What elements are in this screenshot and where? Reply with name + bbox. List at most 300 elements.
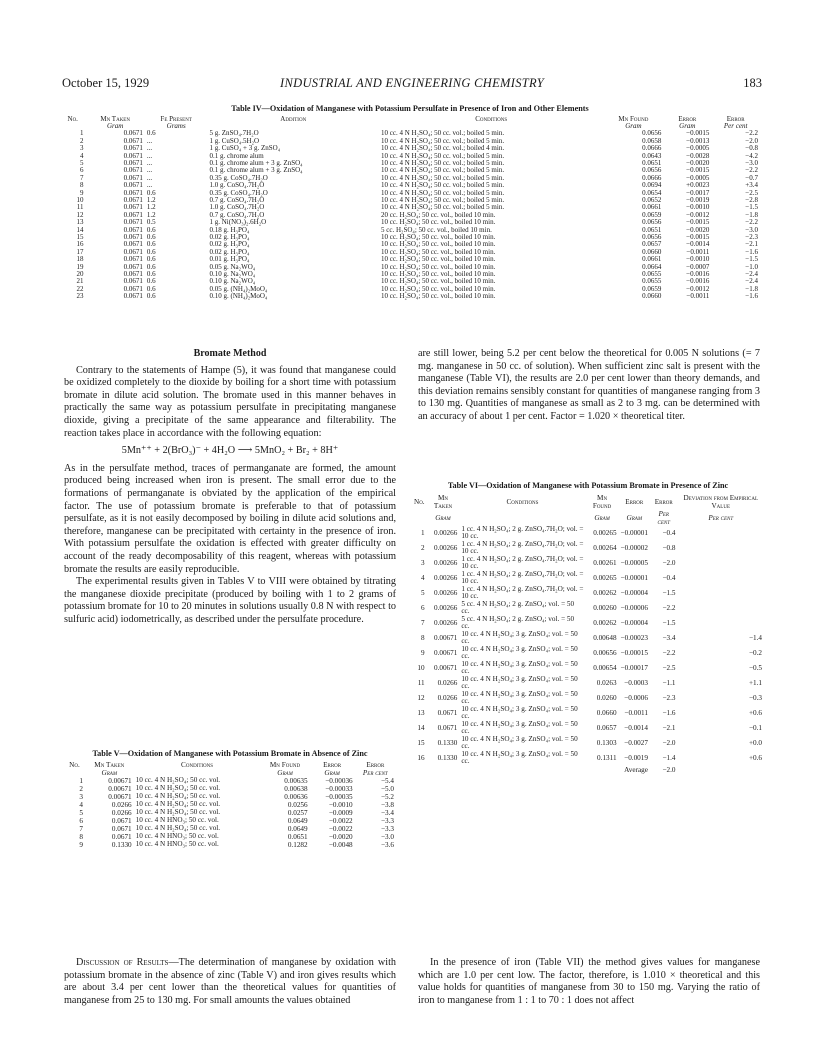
table-cell: 10 cc. H₂SO₄; 50 cc. vol., boiled 10 min. bbox=[380, 284, 496, 293]
table-cell: −2.1 bbox=[662, 724, 676, 732]
average-label: Average bbox=[624, 765, 648, 774]
header-cell: No. bbox=[69, 760, 80, 769]
table-cell: +0.6 bbox=[748, 754, 762, 762]
table-cell: −3.6 bbox=[380, 840, 394, 849]
table-cell: −0.0019 bbox=[624, 754, 648, 762]
table-cell bbox=[678, 541, 764, 556]
table-cell: 15 bbox=[76, 233, 84, 241]
table-cell: 0.00671 bbox=[433, 634, 458, 642]
table-cell: 0.00265 bbox=[593, 529, 617, 537]
header-cell: Mn Taken bbox=[94, 760, 125, 769]
table-cell: 1 bbox=[79, 129, 84, 138]
table-cell: 0.00262 bbox=[593, 619, 617, 627]
table-cell: 10 cc. 4 N H₂SO₄; 3 g. ZnSO₄; vol. = 50 cc. bbox=[461, 659, 578, 675]
table-cell: 0.0266 bbox=[437, 679, 458, 687]
table-cell: −0.0012 bbox=[686, 210, 710, 219]
unit-cell: Per cent bbox=[362, 768, 388, 777]
table-row bbox=[64, 793, 396, 801]
table-cell: 0.6 bbox=[146, 284, 156, 293]
table-cell: −0.0015 bbox=[686, 129, 710, 138]
table-cell: −0.8 bbox=[662, 544, 676, 552]
table-row bbox=[412, 646, 764, 661]
table-cell: 0.0671 bbox=[123, 166, 143, 175]
table-cell: 0.6 bbox=[146, 129, 156, 138]
table-cell: 0.6 bbox=[146, 247, 156, 256]
table-cell: 2 bbox=[421, 544, 425, 552]
table-cell: −0.0020 bbox=[686, 225, 710, 234]
table-cell: 0.0266 bbox=[111, 808, 132, 817]
table-cell bbox=[678, 556, 764, 571]
table-cell: 0.0661 bbox=[642, 255, 662, 264]
table-cell: 2 bbox=[79, 136, 84, 145]
table-cell: 8 bbox=[79, 181, 84, 190]
table-cell: 0.0659 bbox=[642, 284, 662, 293]
table-cell: 10 cc. 4 N H₂SO₄; 50 cc. vol.; boiled 4 min. bbox=[380, 144, 505, 153]
table-cell: 0.0671 bbox=[123, 203, 143, 212]
table-cell: −1.8 bbox=[745, 284, 758, 293]
table-cell: 0.0671 bbox=[123, 277, 143, 286]
table-cell: 0.0671 bbox=[123, 144, 143, 153]
table-cell: 0.0257 bbox=[287, 808, 308, 817]
left-paragraph-3: The experimental results given in Tables V to VIII were obtained by titrating the manganese dioxide precipitate (produced by boiling with 1 to 2 grams of potassium bromate for 10 to 20 minutes in solutions usually 0.8 N with respect to sulfuric acid) iodometrically, as described under the persulfate procedure. bbox=[64, 576, 396, 625]
table-cell: 0.0655 bbox=[642, 270, 662, 279]
table-cell: 0.0649 bbox=[287, 824, 308, 833]
table-cell: −0.0015 bbox=[686, 233, 710, 241]
table-cell bbox=[678, 586, 764, 601]
table-cell: 8 bbox=[421, 634, 425, 642]
table-cell: 1 g. CuSO₄ + 3 g. ZnSO₄ bbox=[209, 144, 281, 153]
unit-cell: Gram bbox=[106, 121, 124, 130]
table-cell: +0.6 bbox=[748, 709, 762, 717]
table-cell: 10 cc. 4 N H₂SO₄; 3 g. ZnSO₄; vol. = 50 cc. bbox=[461, 704, 578, 720]
table-cell: −0.0010 bbox=[686, 255, 710, 264]
table-cell: 10 cc. 4 N H₂SO₄; 50 cc. vol. bbox=[135, 807, 221, 816]
table-cell: 0.1330 bbox=[437, 739, 458, 747]
table-cell: 14 bbox=[417, 724, 425, 732]
unit-cell bbox=[64, 769, 85, 777]
table-cell: 10 cc. 4 N H₂SO₄; 50 cc. vol. bbox=[135, 783, 221, 792]
table-cell: 10 cc. H₂SO₄; 50 cc. vol., boiled 10 min. bbox=[380, 292, 496, 301]
table-row bbox=[412, 721, 764, 736]
table-cell: 7 bbox=[79, 173, 84, 182]
table-cell: 0.00671 bbox=[108, 784, 132, 793]
table-cell: 10 cc. 4 N HNO₃; 50 cc. vol. bbox=[135, 839, 219, 848]
table-cell: −0.0048 bbox=[328, 840, 353, 849]
table-row bbox=[412, 526, 764, 541]
table-cell: 1 g. Ni(NO₃)₂.6H₂O bbox=[209, 218, 267, 227]
table-cell: 10 cc. H₂SO₄; 50 cc. vol., boiled 10 min. bbox=[380, 262, 496, 271]
table-cell: 5 cc. 4 N H₂SO₄; 2 g. ZnSO₄; vol. = 50 cc. bbox=[461, 614, 575, 630]
table-cell: 10 cc. H₂SO₄; 50 cc. vol., boiled 10 min. bbox=[380, 233, 496, 241]
unit-cell: Grams bbox=[166, 121, 186, 130]
table-cell: −0.00017 bbox=[620, 664, 648, 672]
table-cell: −3.0 bbox=[380, 832, 394, 841]
table-cell: 0.0266 bbox=[111, 800, 132, 809]
table-cell: −0.2 bbox=[748, 649, 762, 657]
table-cell: 0.10 g. Na₂WO₄ bbox=[209, 270, 256, 279]
table-cell: 0.0671 bbox=[123, 233, 143, 241]
table-cell: 6 bbox=[79, 816, 83, 825]
empty-cell bbox=[412, 766, 427, 774]
header-cell: Mn Found bbox=[269, 760, 301, 769]
table-cell: 4 bbox=[79, 151, 84, 160]
table-cell: −0.00005 bbox=[620, 559, 648, 567]
table-4 bbox=[60, 116, 760, 301]
empty-cell bbox=[459, 766, 585, 774]
table-cell: 22 bbox=[76, 284, 84, 293]
table-cell: −0.0019 bbox=[686, 195, 710, 204]
table-cell bbox=[678, 526, 764, 541]
table-cell: 1.0 g. CoSO₄.7H₂O bbox=[209, 181, 265, 190]
table-cell: 0.6 bbox=[146, 188, 156, 197]
table-cell: 0.6 bbox=[146, 262, 156, 271]
table-cell: 13 bbox=[417, 709, 425, 717]
table-cell: 18 bbox=[76, 255, 84, 264]
table-cell: 10 cc. 4 N H₂SO₄; 3 g. ZnSO₄; vol. = 50 cc. bbox=[461, 719, 578, 735]
table-5-caption: Table V—Oxidation of Manganese with Potassium Bromate in Absence of Zinc bbox=[92, 749, 368, 758]
table-cell: 0.00656 bbox=[593, 649, 617, 657]
table-6 bbox=[412, 494, 764, 774]
header-cell: Error bbox=[726, 114, 745, 123]
table-cell: 0.00266 bbox=[433, 559, 458, 567]
table-cell: 10 cc. 4 N H₂SO₄; 3 g. ZnSO₄; vol. = 50 cc. bbox=[461, 689, 578, 705]
header-cell: Error bbox=[625, 497, 644, 506]
table-row bbox=[64, 833, 396, 841]
header-cell: Fe Present bbox=[160, 114, 192, 123]
table-cell: 0.1 g. chrome alum bbox=[209, 151, 264, 160]
table-cell: 10 cc. 4 N H₂SO₄; 50 cc. vol.; boiled 5 min. bbox=[380, 166, 505, 175]
table-cell: 0.02 g. H₃PO₄ bbox=[209, 240, 250, 249]
unit-cell bbox=[459, 510, 585, 526]
unit-cell: Per cent bbox=[723, 121, 748, 130]
table-cell: 0.00266 bbox=[433, 529, 458, 537]
table-cell: 20 cc. H₂SO₄; 50 cc. vol., boiled 10 min. bbox=[380, 210, 496, 219]
table-cell: 1.0 g. CoSO₄.7H₂O bbox=[209, 203, 265, 212]
table-cell: −0.00033 bbox=[325, 784, 353, 793]
table-cell: 10 cc. 4 N H₂SO₄; 3 g. ZnSO₄; vol. = 50 cc. bbox=[461, 674, 578, 690]
table-cell: −0.0017 bbox=[686, 188, 710, 197]
table-cell: −3.4 bbox=[662, 634, 676, 642]
table-cell: 0.02 g. H₃PO₄ bbox=[209, 233, 250, 241]
table-cell: −2.2 bbox=[745, 218, 758, 227]
table-cell: 0.6 bbox=[146, 233, 156, 241]
table-cell: 10 cc. H₂SO₄; 50 cc. vol., boiled 10 min. bbox=[380, 255, 496, 264]
table-cell: −2.2 bbox=[662, 604, 676, 612]
table-cell: 9 bbox=[79, 840, 83, 849]
table-cell: 0.0643 bbox=[642, 151, 662, 160]
right-column-top bbox=[418, 348, 760, 424]
table-cell: −0.00023 bbox=[620, 634, 648, 642]
table-cell: 0.00266 bbox=[433, 604, 458, 612]
table-cell: 1.2 bbox=[146, 210, 156, 219]
unit-cell: Gram bbox=[435, 513, 451, 522]
table-cell: −0.00004 bbox=[620, 619, 648, 627]
table-cell: −2.2 bbox=[745, 166, 758, 175]
table-cell: 0.6 bbox=[146, 292, 156, 301]
table-cell: 0.0671 bbox=[123, 225, 143, 234]
table-cell: 0.0671 bbox=[123, 151, 143, 160]
table-row bbox=[412, 616, 764, 631]
table-cell: 0.6 bbox=[146, 277, 156, 286]
table-cell: −1.5 bbox=[662, 589, 676, 597]
table-cell: 0.0671 bbox=[123, 136, 143, 145]
table-row bbox=[60, 293, 760, 300]
table-cell: 0.0659 bbox=[642, 210, 662, 219]
table-cell: 0.1303 bbox=[596, 739, 617, 747]
table-cell: 10 cc. 4 N H₂SO₄; 3 g. ZnSO₄; vol. = 50 cc. bbox=[461, 629, 578, 645]
table-cell: 0.0660 bbox=[642, 247, 662, 256]
table-cell bbox=[678, 616, 764, 631]
table-row bbox=[412, 676, 764, 691]
table-row bbox=[64, 825, 396, 833]
table-cell: 10 cc. 4 N HNO₃; 50 cc. vol. bbox=[135, 815, 219, 824]
table-cell: 4 bbox=[421, 574, 425, 582]
table-cell: −3.8 bbox=[380, 800, 394, 809]
table-cell: −2.3 bbox=[745, 233, 758, 241]
table-cell: 10 bbox=[417, 664, 425, 672]
table-cell: −3.0 bbox=[745, 158, 758, 167]
header-journal: INDUSTRIAL AND ENGINEERING CHEMISTRY bbox=[280, 76, 544, 90]
empty-cell bbox=[678, 766, 764, 774]
table-cell: −0.1 bbox=[748, 724, 762, 732]
table-cell: 0.0671 bbox=[123, 218, 143, 227]
table-cell: −0.0022 bbox=[328, 824, 353, 833]
table-cell: 0.0649 bbox=[287, 816, 308, 825]
table-cell: 10 cc. H₂SO₄; 50 cc. vol., boiled 10 min. bbox=[380, 247, 496, 256]
table-cell: 0.00266 bbox=[433, 619, 458, 627]
table-cell: 0.0671 bbox=[123, 129, 143, 138]
header-date: October 15, 1929 bbox=[62, 76, 150, 90]
discussion-text: —The determination of manganese by oxidation with potassium bromate in the absence of zinc (Table V) and iron gives results which are about 3.4 per cent lower than the theoretical values for quantities of manganese from 25 to 130 mg. For small amounts the values obtained bbox=[64, 957, 396, 1006]
table-cell: −2.0 bbox=[745, 136, 758, 145]
table-cell: 0.02 g. H₃PO₄ bbox=[209, 247, 250, 256]
table-cell: 10 cc. 4 N H₂SO₄; 50 cc. vol. bbox=[135, 775, 221, 784]
table-cell: 1 cc. 4 N H₂SO₄; 2 g. ZnSO₄.7H₂O; vol. = 10 cc. bbox=[461, 584, 584, 600]
table-cell: −0.0014 bbox=[624, 724, 648, 732]
table-cell: 0.00638 bbox=[284, 784, 308, 793]
table-cell: −0.00004 bbox=[620, 589, 648, 597]
table-cell: 0.7 g. CoSO₄.7H₂O bbox=[209, 210, 265, 219]
discussion-paragraph bbox=[64, 957, 396, 1007]
table-cell: 0.00648 bbox=[593, 634, 617, 642]
table-cell: −1.4 bbox=[748, 634, 762, 642]
table-cell: −4.2 bbox=[745, 151, 758, 160]
table-cell: −5.0 bbox=[380, 784, 394, 793]
table-cell: 0.10 g. Na₂WO₄ bbox=[209, 277, 256, 286]
table-cell: −0.00015 bbox=[620, 649, 648, 657]
table-cell: 0.0657 bbox=[596, 724, 617, 732]
table-cell: −0.0011 bbox=[686, 247, 710, 256]
table-row bbox=[412, 661, 764, 676]
table-cell: 0.1311 bbox=[597, 754, 617, 762]
table-cell: −2.5 bbox=[745, 188, 758, 197]
table-cell: 0.0671 bbox=[123, 195, 143, 204]
table-cell: −5.2 bbox=[380, 792, 394, 801]
table-cell: 0.1282 bbox=[287, 840, 308, 849]
table-cell: 0.0694 bbox=[642, 181, 662, 190]
header-cell: No. bbox=[414, 497, 425, 506]
table-cell: −0.0013 bbox=[686, 136, 710, 145]
table-cell: −0.4 bbox=[662, 574, 676, 582]
table-cell: ... bbox=[146, 181, 153, 190]
table-cell: −2.8 bbox=[745, 195, 758, 204]
table-cell: 10 cc. H₂SO₄; 50 cc. vol., boiled 10 min. bbox=[380, 240, 496, 249]
header-cell: Error bbox=[654, 497, 673, 506]
section-title: Bromate Method bbox=[193, 348, 267, 359]
table-cell: 1 g. CuSO₄.5H₂O bbox=[209, 136, 260, 145]
table-cell: 0.1330 bbox=[437, 754, 458, 762]
unit-cell: Gram bbox=[594, 513, 610, 522]
table-cell: −2.4 bbox=[745, 277, 758, 286]
table-cell: −2.5 bbox=[662, 664, 676, 672]
table-cell: −0.00001 bbox=[620, 574, 648, 582]
left-paragraph-2: As in the persulfate method, traces of permanganate are formed, the amount produced being increased when iron is present. The small error due to the formations of permanganate is obviated by the application of the empirical factor. The use of potassium bromate is preferable to that of potassium persulfate, as it is not easily decomposed by boiling in dilute acid solutions and, therefore, manganese can be precipitated with certainty in the presence of iron. With potassium persulfate the oxidation is effected with greater difficulty on account of the ready decomposability of this reagent, whereas with potassium bromate the results are easily reproducible. bbox=[64, 462, 396, 575]
table-cell: −0.0012 bbox=[686, 284, 710, 293]
table-cell: 10 cc. 4 N H₂SO₄; 50 cc. vol.; boiled 5 min. bbox=[380, 188, 505, 197]
table-4-caption: Table IV—Oxidation of Manganese with Potassium Persulfate in Presence of Iron and Other Elements bbox=[231, 104, 589, 113]
header-cell: Conditions bbox=[475, 114, 508, 123]
table-cell: 0.0671 bbox=[123, 181, 143, 190]
table-cell: 0.0671 bbox=[123, 270, 143, 279]
table-cell: −0.5 bbox=[748, 664, 762, 672]
left-column bbox=[64, 348, 396, 626]
table-cell: 3 bbox=[421, 559, 425, 567]
table-cell: 0.0651 bbox=[642, 225, 662, 234]
table-cell: −0.0010 bbox=[328, 800, 353, 809]
unit-cell: Gram bbox=[679, 121, 696, 130]
table-cell: 0.0671 bbox=[123, 173, 143, 182]
table-cell: −0.00002 bbox=[620, 544, 648, 552]
table-cell: 0.0671 bbox=[437, 724, 458, 732]
table-cell: −0.0003 bbox=[624, 679, 648, 687]
header-cell: Deviation from Empirical Value bbox=[683, 493, 759, 510]
header-cell: Error bbox=[678, 114, 697, 123]
table-cell: 0.6 bbox=[146, 255, 156, 264]
table-cell: −1.6 bbox=[745, 292, 758, 301]
table-cell: 0.00671 bbox=[108, 776, 132, 785]
table-cell: 10 bbox=[76, 195, 84, 204]
table-cell: −1.0 bbox=[745, 262, 758, 271]
table-cell: 2 bbox=[79, 784, 83, 793]
table-cell: −0.0022 bbox=[328, 816, 353, 825]
table-cell: 0.00671 bbox=[108, 792, 132, 801]
header-cell: Error bbox=[366, 760, 385, 769]
table-cell: 0.0260 bbox=[596, 694, 617, 702]
table-cell: 0.0671 bbox=[123, 255, 143, 264]
header-cell: Mn Found bbox=[592, 493, 612, 510]
table-cell: 8 bbox=[79, 832, 83, 841]
table-cell: 1 bbox=[421, 529, 425, 537]
table-cell: 4 bbox=[79, 800, 83, 809]
table-cell: 0.0671 bbox=[123, 158, 143, 167]
table-cell bbox=[678, 571, 764, 586]
table-cell: 17 bbox=[76, 247, 84, 256]
table-cell: −0.0016 bbox=[686, 277, 710, 286]
table-cell: +0.0 bbox=[748, 739, 762, 747]
header-cell: Error bbox=[323, 760, 342, 769]
table-row bbox=[64, 777, 396, 785]
table-cell: −5.4 bbox=[380, 776, 394, 785]
table-cell: −3.0 bbox=[745, 225, 758, 234]
table-cell: 9 bbox=[79, 188, 84, 197]
table-cell: 0.1330 bbox=[111, 840, 132, 849]
table-cell: 12 bbox=[76, 210, 84, 219]
header-cell: Mn Found bbox=[618, 114, 649, 123]
table-cell: −0.0005 bbox=[686, 173, 710, 182]
table-cell: ... bbox=[146, 144, 153, 153]
table-cell: 0.1 g. chrome alum + 3 g. ZnSO₄ bbox=[209, 166, 303, 175]
table-cell: ... bbox=[146, 151, 153, 160]
table-row bbox=[412, 571, 764, 586]
table-5-block bbox=[64, 749, 396, 849]
table-cell: 0.00266 bbox=[433, 574, 458, 582]
table-cell: +3.4 bbox=[745, 181, 758, 190]
table-cell: −1.6 bbox=[745, 247, 758, 256]
table-row bbox=[64, 809, 396, 817]
table-cell: 0.00265 bbox=[593, 574, 617, 582]
table-cell: ... bbox=[146, 136, 153, 145]
table-row bbox=[412, 601, 764, 616]
table-cell: 12 bbox=[417, 694, 425, 702]
table-cell: −1.1 bbox=[662, 679, 676, 687]
table-cell: −0.0011 bbox=[624, 709, 648, 717]
table-cell: −0.7 bbox=[745, 173, 758, 182]
table-cell: 10 cc. 4 N H₂SO₄; 3 g. ZnSO₄; vol. = 50 cc. bbox=[461, 749, 578, 765]
table-row bbox=[64, 841, 396, 849]
table-cell: 0.0256 bbox=[287, 800, 308, 809]
empty-cell bbox=[427, 766, 460, 774]
table-cell: 0.35 g. CoSO₄.7H₂O bbox=[209, 188, 268, 197]
table-cell: −0.0015 bbox=[686, 218, 710, 227]
table-cell: 0.00262 bbox=[593, 589, 617, 597]
table-cell: 1 cc. 4 N H₂SO₄; 2 g. ZnSO₄.7H₂O; vol. = 10 cc. bbox=[461, 539, 584, 555]
table-cell: 0.0671 bbox=[123, 240, 143, 249]
table-cell: 0.00260 bbox=[593, 604, 617, 612]
table-cell: 0.00635 bbox=[284, 776, 308, 785]
table-cell: 20 bbox=[76, 270, 84, 279]
running-header bbox=[62, 76, 762, 92]
average-row bbox=[412, 766, 764, 774]
table-cell: 21 bbox=[76, 277, 84, 286]
table-cell: 1 cc. 4 N H₂SO₄; 2 g. ZnSO₄.7H₂O; vol. = 10 cc. bbox=[461, 569, 584, 585]
table-cell: 0.00671 bbox=[433, 649, 458, 657]
table-cell: 1 cc. 4 N H₂SO₄; 2 g. ZnSO₄.7H₂O; vol. = 10 cc. bbox=[461, 524, 584, 540]
unit-cell: Gram bbox=[324, 768, 340, 777]
table-cell: −2.4 bbox=[745, 270, 758, 279]
table-cell: 0.00266 bbox=[433, 589, 458, 597]
table-cell: 10 cc. 4 N H₂SO₄; 3 g. ZnSO₄; vol. = 50 cc. bbox=[461, 644, 578, 660]
table-cell: 23 bbox=[76, 292, 84, 301]
table-cell: 9 bbox=[421, 649, 425, 657]
table-cell: 16 bbox=[417, 754, 425, 762]
table-cell: 0.0671 bbox=[123, 247, 143, 256]
table-cell: −0.00036 bbox=[325, 776, 353, 785]
table-cell: 0.0666 bbox=[642, 144, 662, 153]
table-cell: 0.5 bbox=[146, 218, 156, 227]
table-cell: 10 cc. 4 N H₂SO₄; 50 cc. vol.; boiled 5 min. bbox=[380, 173, 505, 182]
table-cell: +0.0023 bbox=[686, 181, 710, 190]
table-cell: −2.0 bbox=[662, 559, 676, 567]
unit-cell: Gram bbox=[277, 768, 293, 777]
table-cell: 7 bbox=[421, 619, 425, 627]
table-cell: 3 bbox=[79, 144, 84, 153]
table-cell: 11 bbox=[417, 679, 425, 687]
table-cell: 0.18 g. H₃PO₄ bbox=[209, 225, 250, 234]
table-cell: −0.00006 bbox=[620, 604, 648, 612]
table-cell: −1.6 bbox=[662, 709, 676, 717]
table-cell: 0.00671 bbox=[433, 664, 458, 672]
table-cell bbox=[678, 601, 764, 616]
